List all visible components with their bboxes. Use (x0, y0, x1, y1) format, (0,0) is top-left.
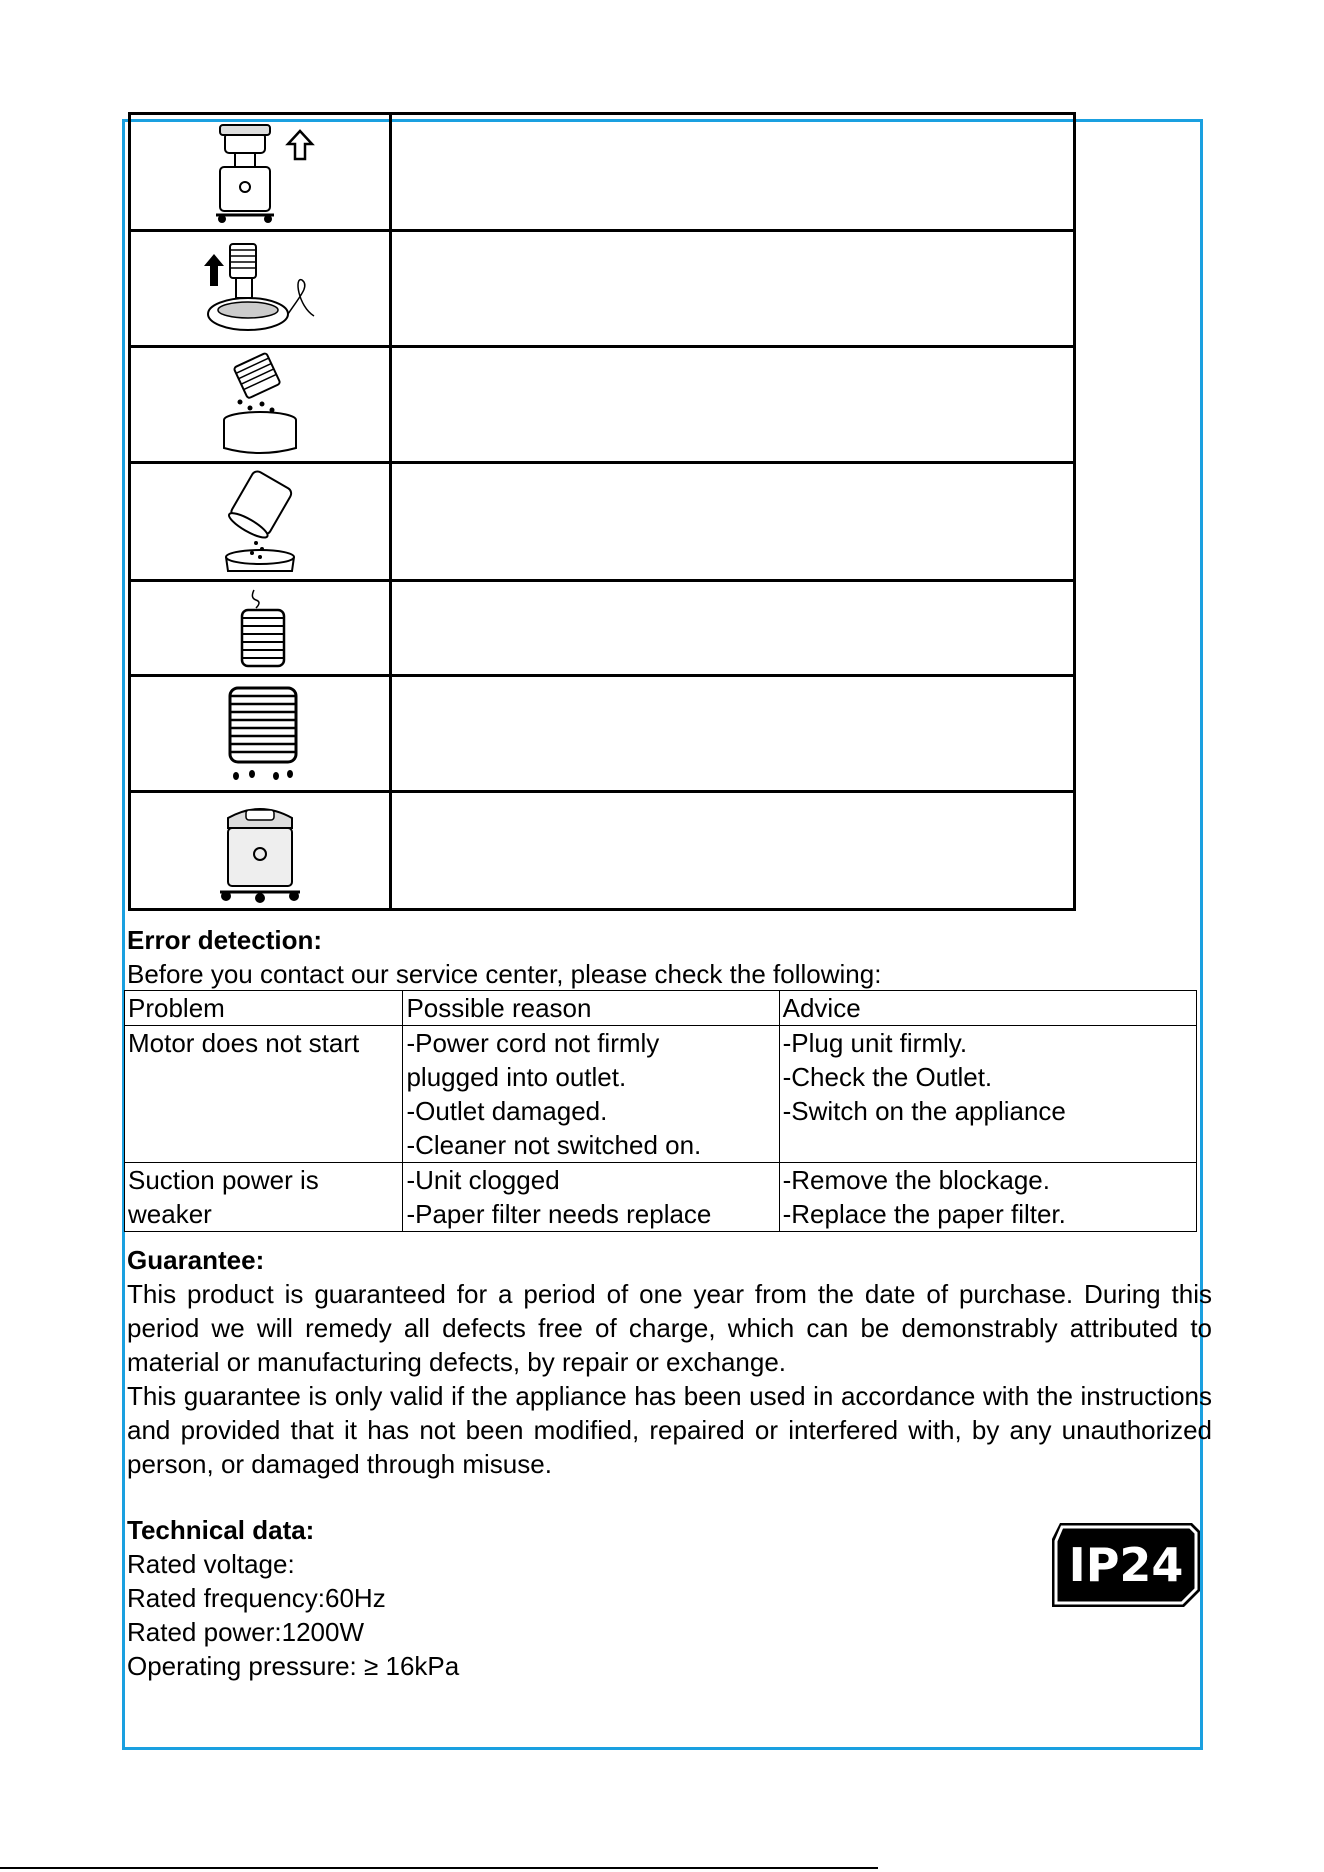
step-row (130, 463, 1075, 581)
step-text (391, 676, 1075, 792)
step-row (130, 581, 1075, 676)
step-text (391, 231, 1075, 347)
cleaning-steps-table (128, 112, 1076, 911)
advice-cell: -Plug unit firmly. -Check the Outlet. -Switch on the appliance (779, 1026, 1196, 1163)
operating-pressure: Operating pressure: ≥ 16kPa (127, 1651, 460, 1681)
error-table (124, 990, 1197, 1232)
rated-frequency: Rated frequency:60Hz (127, 1583, 386, 1613)
step-row (130, 231, 1075, 347)
technical-data-title: Technical data: (127, 1515, 315, 1545)
guarantee-title: Guarantee: (127, 1245, 265, 1275)
rated-voltage: Rated voltage: (127, 1549, 295, 1579)
step-image-cell (130, 114, 391, 231)
table-header-row (125, 991, 1197, 1026)
step-text (391, 581, 1075, 676)
step-text (391, 347, 1075, 463)
empty-container-icon (190, 469, 330, 575)
step-row (130, 792, 1075, 910)
problem-cell: Motor does not start (125, 1026, 403, 1163)
dry-filter-icon (190, 682, 330, 786)
step-text (391, 114, 1075, 231)
remove-filter-icon (190, 236, 330, 342)
header-reason: Possible reason (403, 991, 779, 1026)
advice-cell: -Remove the blockage. -Replace the paper filter. (779, 1163, 1196, 1232)
bottom-rule (0, 1867, 878, 1869)
step-row (130, 114, 1075, 231)
guarantee-paragraph-1: This product is guaranteed for a period of one year from the date of purchase. During this period we will remedy all defects free of charge, which can be demonstrably attributed to material or manufacturing defects, by repair or exchange. (127, 1279, 1212, 1377)
rinse-filter-icon (190, 586, 330, 670)
ip24-badge-text: IP24 (1068, 1538, 1184, 1592)
step-text (391, 792, 1075, 910)
rated-power: Rated power:1200W (127, 1617, 365, 1647)
guarantee-text (127, 1277, 1212, 1481)
reason-cell: -Unit clogged -Paper filter needs replace (403, 1163, 779, 1232)
ip24-badge-icon (1050, 1521, 1202, 1609)
error-detection-intro: Before you contact our service center, please check the following: (127, 959, 882, 989)
step-row (130, 347, 1075, 463)
step-row (130, 676, 1075, 792)
lift-lid-icon (190, 119, 330, 225)
error-detection-title: Error detection: (127, 925, 323, 955)
step-text (391, 463, 1075, 581)
table-row (125, 1163, 1197, 1232)
reassemble-icon (190, 798, 330, 904)
header-advice: Advice (779, 991, 1196, 1026)
table-row (125, 1026, 1197, 1163)
guarantee-paragraph-2: This guarantee is only valid if the appliance has been used in accordance with the instructions and provided that it has not been modified, repaired or interfered with, by any unauthorized person, or damaged through misuse. (127, 1381, 1212, 1479)
header-problem: Problem (125, 991, 403, 1026)
empty-filter-icon (190, 352, 330, 458)
reason-cell: -Power cord not firmly plugged into outlet. -Outlet damaged. -Cleaner not switched on. (403, 1026, 779, 1163)
problem-cell: Suction power is weaker (125, 1163, 403, 1232)
